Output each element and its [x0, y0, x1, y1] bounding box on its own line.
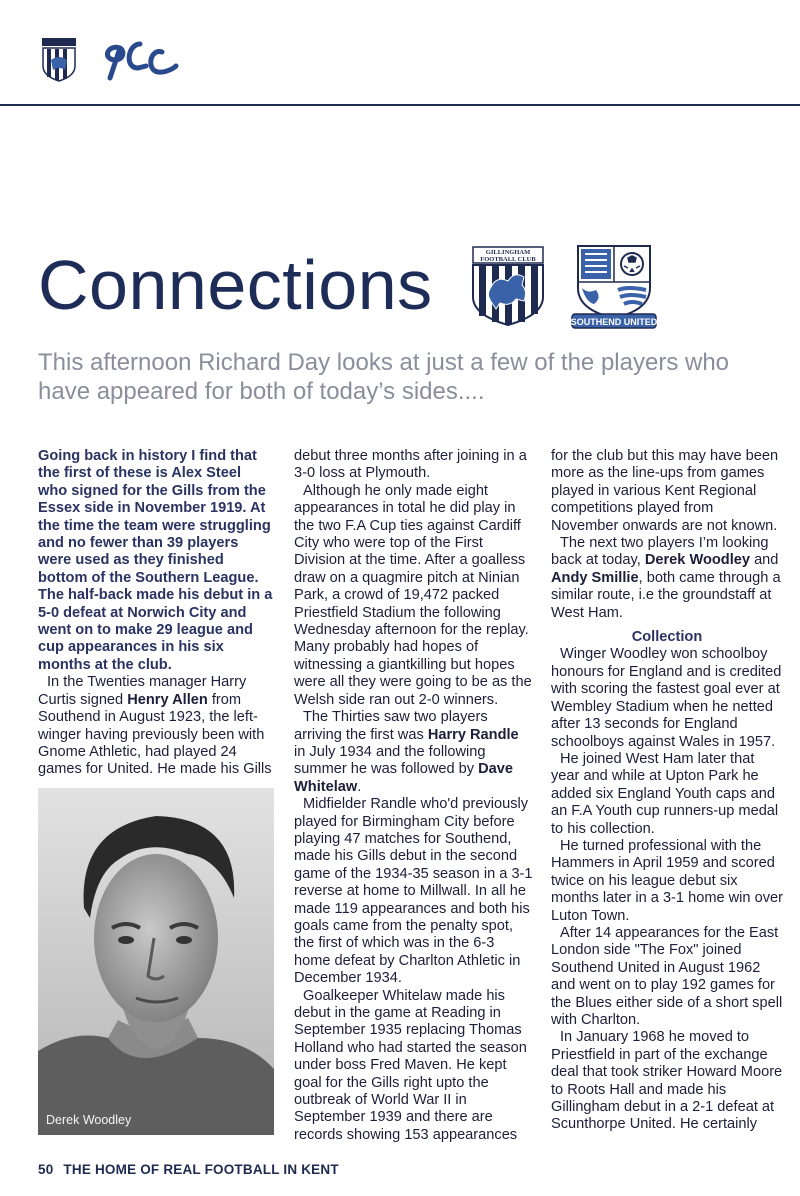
page-number: 50: [38, 1162, 54, 1177]
paragraph: Winger Woodley won schoolboy honours for England and is credited with scoring the fastest goal ever at Wembley Stadium when he netted after 13 seconds for England schoolboys against Wales in 1957.: [551, 646, 782, 750]
svg-text:GILLINGHAM: GILLINGHAM: [485, 249, 531, 256]
player-name-dave-whitelaw: Dave Whitelaw: [294, 761, 514, 795]
paragraph: He turned professional with the Hammers in April 1959 and scored twice on his league debut six months later in a 3-1 home win over Luton Town.: [551, 837, 783, 924]
portrait-image: [38, 788, 274, 1135]
header-divider: [0, 104, 800, 106]
article-column-3: [551, 448, 783, 1134]
player-name-harry-randle: Harry Randle: [427, 726, 519, 743]
footer-tagline: THE HOME OF REAL FOOTBALL IN KENT: [63, 1162, 339, 1177]
player-photo: [38, 788, 274, 1135]
gillingham-fc-crest-icon: [470, 245, 546, 327]
gfc-monogram-logo: [100, 38, 180, 82]
paragraph: After 14 appearances for the East London side "The Fox" joined Southend United in August 1962 and went on to play 192 games for the Blues either side of a short spell with Charlton.: [551, 924, 783, 1028]
paragraph: The Thirties saw two players arriving the first was Harry Randle in July 1934 and the following summer he was followed by Dave Whitelaw.: [294, 709, 519, 795]
paragraph: Although he only made eight appearances in total he did play in the two F.A Cup ties against Cardiff City who were top of the First Division at the time. After a goalless draw on a quagmire pitch at Ninian Park, a crowd of 19,472 packed Priestfield Stadium the following Wednesday afternoon for the replay. Many probably had hopes of witnessing a giantkilling but hopes were all they were going to be as the Welsh side ran out 2-0 winners.: [294, 482, 532, 708]
paragraph: for the club but this may have been more as the line-ups from games played in various Kent Regional competitions played from November onwards are not known.: [551, 448, 779, 534]
paragraph: In January 1968 he moved to Priestfield in part of the exchange deal that took striker Howard Moore to Roots Hall and made his Gillingham debut in a 2-1 defeat at Scunthorpe United. He certainly: [551, 1029, 783, 1133]
paragraph: The next two players I’m looking back at today, Derek Woodley and Andy Smillie, both came through a similar route, i.e the groundstaff at West Ham.: [551, 535, 781, 621]
paragraph: Midfielder Randle who'd previously played for Birmingham City before playing 47 matches for Southend, made his Gills debut in the second game of the 1934-35 season in a 3-1 reverse at home to Millwall. In all he made 119 appearances and both his goals came from the penalty spot, the first of which was in the 6-3 home defeat by Charlton Athletic in December 1934.: [294, 796, 533, 987]
paragraph: Goalkeeper Whitelaw made his debut in the game at Reading in September 1935 replacing Thomas Holland who had started the season under boss Fred Maven. He kept goal for the Gills right upto the outbreak of World War II in September 1939 and there are records showing 153 appearances: [294, 987, 527, 1143]
paragraph: He joined West Ham later that year and while at Upton Park he added six England Youth caps and an F.A Youth cup runners-up medal to his collection.: [551, 750, 779, 837]
svg-text:FOOTBALL CLUB: FOOTBALL CLUB: [480, 256, 536, 263]
player-name-derek-woodley: Derek Woodley: [644, 552, 751, 569]
player-name-alex-steel: Alex Steel: [171, 465, 242, 482]
svg-text:SOUTHEND UNITED: SOUTHEND UNITED: [570, 317, 658, 327]
paragraph: debut three months after joining in a 3-0 loss at Plymouth.: [294, 448, 527, 482]
southend-united-crest-icon: [568, 242, 660, 332]
page-title: Connections: [38, 246, 433, 324]
article-column-1: [38, 448, 274, 779]
subheading: Collection: [631, 629, 703, 646]
opening-paragraph: Going back in history I find that the first of these is Alex Steel who signed for the Gills from the Essex side in November 1919. At the time the team were struggling and no fewer than 39 players were used as they finished bottom of the Southern League. The half-back made his debut in a 5-0 defeat at Norwich City and went on to make 29 league and cup appearances in his six months at the club.: [38, 448, 273, 673]
page-footer: [38, 1162, 349, 1177]
player-name-henry-allen: Henry Allen: [127, 691, 208, 708]
paragraph: In the Twenties manager Harry Curtis signed Henry Allen from Southend in August 1923, the left-winger having previously been with Gnome Athletic, had played 24 games for United. He made his Gills: [38, 674, 272, 778]
player-name-andy-smillie: Andy Smillie: [551, 569, 639, 586]
intro-standfirst: This afternoon Richard Day looks at just a few of the players who have appeared for both of today’s sides....: [38, 349, 730, 405]
article-column-2: [294, 448, 534, 1144]
page-header: [0, 0, 800, 108]
photo-caption: Derek Woodley: [46, 1113, 132, 1127]
gillingham-crest-icon: [40, 36, 78, 82]
